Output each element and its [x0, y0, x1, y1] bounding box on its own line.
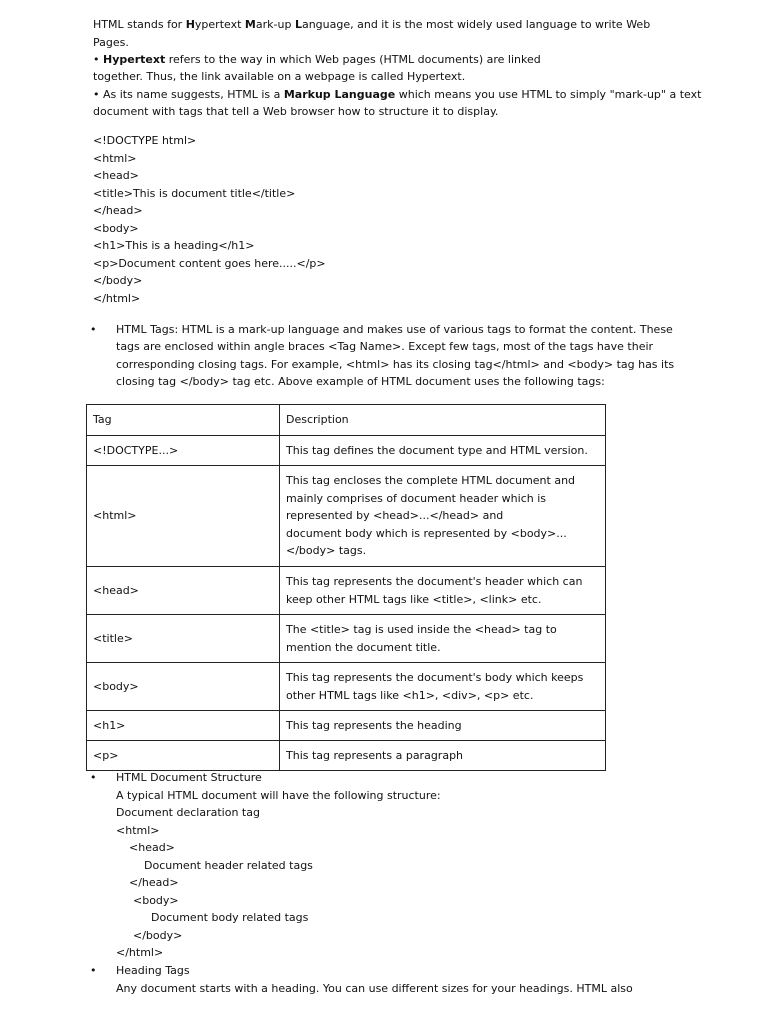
structure-line: <body> — [133, 894, 179, 907]
table-row — [87, 741, 606, 771]
description-cell: This tag defines the document type and HTML version. — [280, 436, 606, 466]
structure-line: Document header related tags — [144, 859, 313, 872]
table-header-row — [87, 405, 606, 436]
description-cell: The <title> tag is used inside the <head> tag to mention the document title. — [280, 615, 606, 663]
structure-line: <html> — [116, 824, 160, 837]
table-row — [87, 466, 606, 567]
intro-line-2: Pages. — [93, 36, 129, 49]
table-header-description: Description — [280, 405, 606, 436]
intro-line-4: together. Thus, the link available on a webpage is called Hypertext. — [93, 70, 466, 83]
structure-line: </html> — [116, 946, 164, 959]
tags-table — [86, 404, 606, 771]
structure-line: Document declaration tag — [116, 806, 260, 819]
tag-cell: <html> — [87, 466, 280, 567]
structure-title: HTML Document Structure — [116, 771, 262, 784]
structure-line: <head> — [129, 841, 175, 854]
code-line: </body> — [93, 274, 143, 287]
tag-cell: <!DOCTYPE...> — [87, 436, 280, 466]
code-line: <head> — [93, 169, 139, 182]
description-text: document body which is represented by <body>...</body> tags. — [286, 526, 567, 558]
tag-cell: <head> — [87, 567, 280, 615]
intro-line-5: • As its name suggests, HTML is a Markup Language which means you use HTML to simply "mark-up" a text — [93, 88, 702, 101]
description-cell: This tag represents the heading — [280, 711, 606, 741]
tags-paragraph: HTML Tags: HTML is a mark-up language and makes use of various tags to format the content. These tags are enclosed within angle braces <Tag Name>. Except few tags, most of the tags have their corresponding closing tags. For example, <html> has its closing tag</html> and <body> tag has its closing tag </body> tag etc. Above example of HTML document uses the following tags: — [116, 323, 675, 388]
description-text: This tag encloses the complete HTML document and mainly comprises of document header which is represented by <head>...</head> and — [286, 474, 576, 523]
code-line: </html> — [93, 292, 141, 305]
bullet-icon: • — [90, 964, 97, 977]
intro-line-6: document with tags that tell a Web browser how to structure it to display. — [93, 105, 499, 118]
structure-line: A typical HTML document will have the following structure: — [116, 789, 441, 802]
table-row — [87, 663, 606, 711]
code-line: <p>Document content goes here.....</p> — [93, 257, 326, 270]
heading-tags-text: Any document starts with a heading. You can use different sizes for your headings. HTML also — [116, 982, 633, 995]
code-line: <!DOCTYPE html> — [93, 134, 197, 147]
intro-line-3: • Hypertext refers to the way in which Web pages (HTML documents) are linked — [93, 53, 541, 66]
structure-line: </body> — [133, 929, 183, 942]
tag-cell: <p> — [87, 741, 280, 771]
intro-line-1: HTML stands for Hypertext Mark-up Language, and it is the most widely used language to write Web — [93, 18, 651, 31]
table-row — [87, 436, 606, 466]
tag-cell: <title> — [87, 615, 280, 663]
table-row — [87, 615, 606, 663]
table-header-tag: Tag — [87, 405, 280, 436]
table-row — [87, 711, 606, 741]
structure-line: </head> — [129, 876, 179, 889]
tag-cell: <body> — [87, 663, 280, 711]
heading-tags-title: Heading Tags — [116, 964, 190, 977]
code-line: <html> — [93, 152, 137, 165]
table-row — [87, 567, 606, 615]
description-cell: This tag represents the document's header which can keep other HTML tags like <title>, <link> etc. — [280, 567, 606, 615]
tag-cell: <h1> — [87, 711, 280, 741]
structure-line: Document body related tags — [151, 911, 309, 924]
bullet-icon: • — [90, 771, 97, 784]
description-cell: This tag represents a paragraph — [280, 741, 606, 771]
bullet-icon: • — [90, 323, 97, 336]
code-line: <h1>This is a heading</h1> — [93, 239, 255, 252]
code-line: </head> — [93, 204, 143, 217]
code-line: <body> — [93, 222, 139, 235]
description-cell — [280, 466, 606, 567]
code-line: <title>This is document title</title> — [93, 187, 296, 200]
description-cell: This tag represents the document's body which keeps other HTML tags like <h1>, <div>, <p> etc. — [280, 663, 606, 711]
